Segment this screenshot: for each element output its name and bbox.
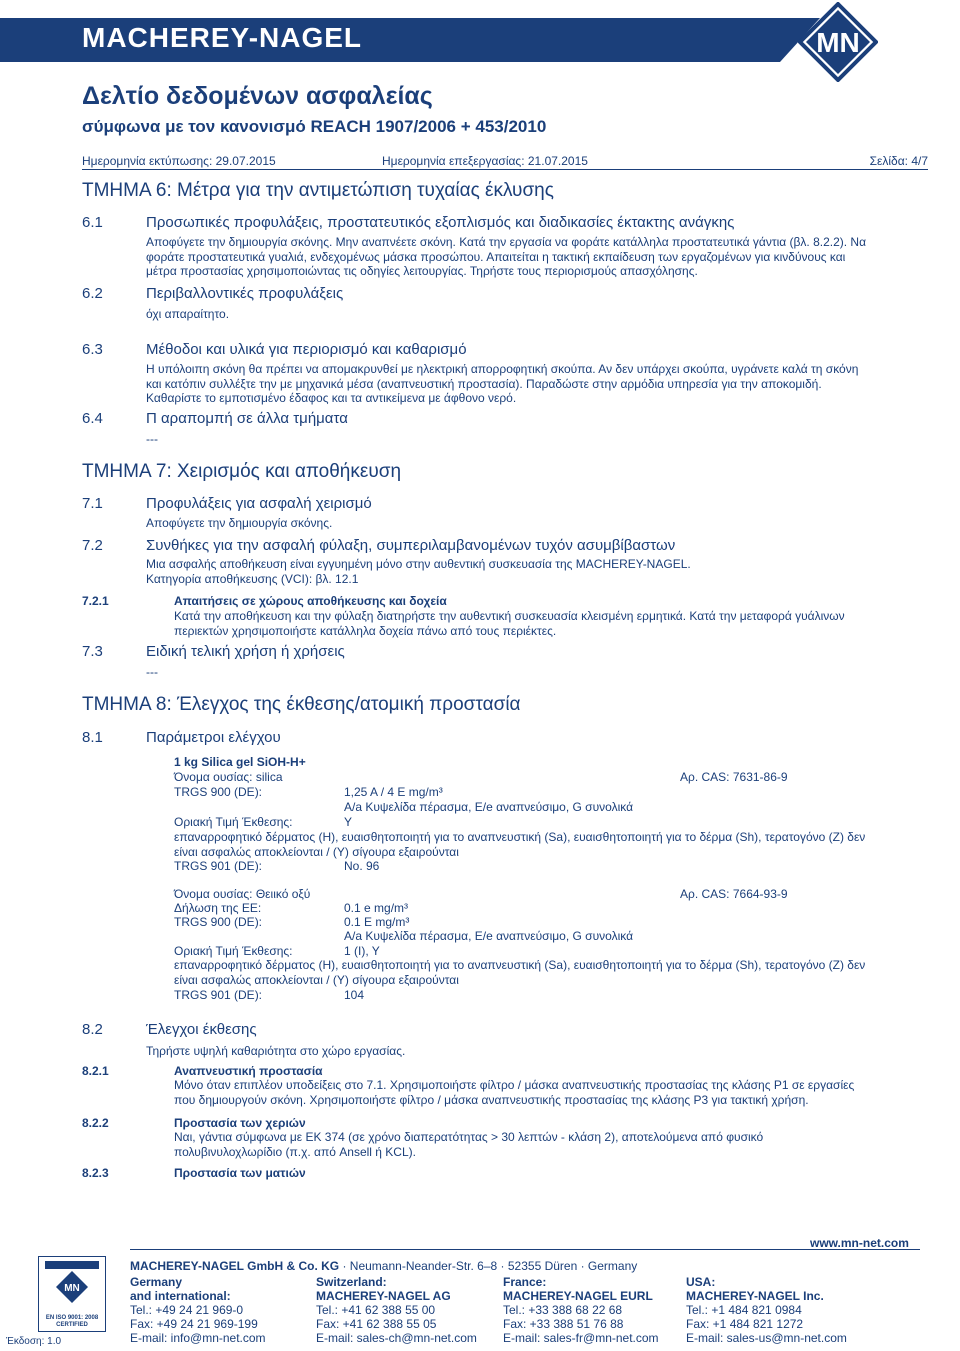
subsection-title: Προστασία των ματιών <box>174 1166 306 1180</box>
contact-line: Germany <box>130 1275 183 1289</box>
row-key: TRGS 901 (DE): <box>174 988 263 1002</box>
subsection-title: Έλεγχοι έκθεσης <box>146 1021 257 1038</box>
text-line: Καθαρίστε το εμποτισμένο έδαφος και τα αντικείμενα με άφθονο νερό. <box>146 391 517 405</box>
text-line: επαναρροφητικό δέρματος (H), ευαισθητοποιητή για το αναπνευστική (Sa), ευαισθητοποιητή για το δέρμα (Sh), τερατογόνο (Z) δεν <box>174 830 866 844</box>
contact-line: Fax: +41 62 388 55 05 <box>316 1317 437 1331</box>
subsection-number: 8.2.1 <box>82 1064 109 1078</box>
row-value: Y <box>344 815 353 829</box>
subsection-title: Π αραπομπή σε άλλα τμήματα <box>146 410 348 427</box>
subsection-number: 8.2.2 <box>82 1116 109 1130</box>
contact-line: Fax: +33 388 51 76 88 <box>503 1317 624 1331</box>
subsection-number: 7.1 <box>82 495 103 512</box>
text-line: πολυβινυλοχλωρίδιο (π.χ. από Ansell ή KCL). <box>174 1145 416 1159</box>
document-meta <box>82 154 928 170</box>
subsection-number: 6.3 <box>82 341 103 358</box>
text-line: μέτρα προστασίας χρησιμοποιώντας τις οδηγίες λειτουργίας. Τηρήστε τους περιορισμούς απασχόλησης. <box>146 264 698 278</box>
page-number: Σελίδα: 4/7 <box>869 154 928 168</box>
subsection-number: 6.1 <box>82 214 103 231</box>
subsection-number: 6.4 <box>82 410 103 427</box>
subsection-title: Προσωπικές προφυλάξεις, προστατευτικός εξοπλισμός και διαδικασίες έκτακτης ανάγκης <box>146 214 735 231</box>
row-key: Οριακή Τιμή Έκθεσης: <box>174 944 293 958</box>
section-6-4-text: --- <box>146 432 158 446</box>
subsection-title: Απαιτήσεις σε χώρους αποθήκευσης και δοχεία <box>174 594 447 608</box>
cert-line: CERTIFIED <box>56 1322 88 1328</box>
subsection-title: Ειδική τελική χρήση ή χρήσεις <box>146 643 345 660</box>
product-name: 1 kg Silica gel SiOH-H+ <box>174 755 306 769</box>
contact-line: Tel.: +49 24 21 969-0 <box>130 1303 244 1317</box>
footer-website: www.mn-net.com <box>810 1236 909 1250</box>
footer-divider <box>130 1249 920 1250</box>
text-line: είναι ασφαλώς αποκλείονται / (Y) σίγουρα εξαιρούνται <box>174 973 459 987</box>
text-line: περιεκτών χρησιμοποιήστε κατάλληλα δοχεία πάνω από τους περιέκτες. <box>174 624 557 638</box>
contact-email[interactable]: E-mail: sales-ch@mn-net.com <box>316 1331 477 1345</box>
subsection-number: 6.2 <box>82 285 103 302</box>
header-banner <box>0 0 960 80</box>
section-8-title: ΤΜΗΜΑ 8: Έλεγχος της έκθεσης/ατομική προστασία <box>82 694 521 715</box>
contact-line: Tel.: +33 388 68 22 68 <box>503 1303 623 1317</box>
text-line: Κατά την αποθήκευση και την φύλαξη διατηρήστε την αυθεντική συσκευασία κλεισμένη ερμητικά. Κατά την μεταφορά γυάλινων <box>174 609 845 623</box>
row-value: A/a Κυψελίδα πέρασμα, E/e αναπνεύσιμο, G συνολικά <box>344 800 634 814</box>
row-key: Οριακή Τιμή Έκθεσης: <box>174 815 293 829</box>
limit-note <box>174 958 926 988</box>
section-6-3-text <box>146 362 926 406</box>
iso-certificate-badge <box>38 1256 106 1332</box>
text-line: Η υπόλοιπη σκόνη θα πρέπει να απομακρυνθεί με ηλεκτρική απορροφητική σκούπα. Αν δεν υπάρχει σκούπα, υγράνετε καλά τη σκόνη <box>146 362 859 376</box>
cert-caption <box>39 1315 105 1329</box>
print-date: Ημερομηνία εκτύπωσης: 29.07.2015 <box>82 154 276 168</box>
limit-note <box>174 830 926 860</box>
subsection-title: Αναπνευστική προστασία <box>174 1064 323 1078</box>
row-value: 104 <box>344 988 365 1002</box>
footer-contact-usa <box>686 1275 847 1345</box>
subsection-title: Μέθοδοι και υλικά για περιορισμό και καθαρισμό <box>146 341 467 358</box>
subsection-number: 8.2.3 <box>82 1166 109 1180</box>
section-8-2-2-text <box>174 1130 926 1160</box>
contact-line: Switzerland: <box>316 1275 387 1289</box>
mn-logo-icon <box>798 2 878 82</box>
section-8-2-1-text <box>174 1078 926 1108</box>
contact-line: and international: <box>130 1289 231 1303</box>
subsection-title: Συνθήκες για την ασφαλή φύλαξη, συμπεριλαμβανομένων τυχόν ασυμβίβαστων <box>146 537 676 554</box>
company-address: · Neumann-Neander-Str. 6–8 · 52355 Düren · Germany <box>339 1259 638 1273</box>
row-key: Δήλωση της ΕΕ: <box>174 901 262 915</box>
text-line: Μόνο όταν επιπλέον υποδείξεις στο 7.1. Χρησιμοποιήστε φίλτρο / μάσκα αναπνευστικής προστασίας της κλάσης P1 σε εργασίες <box>174 1078 855 1092</box>
contact-line: USA: <box>686 1275 716 1289</box>
subsection-title: Προστασία των χεριών <box>174 1116 306 1130</box>
section-6-2-text: όχι απαραίτητο. <box>146 307 230 321</box>
edition-label: Έκδοση: 1.0 <box>6 1336 62 1347</box>
subsection-number: 7.3 <box>82 643 103 660</box>
subsection-title: Περιβαλλοντικές προφυλάξεις <box>146 285 344 302</box>
section-7-title: ΤΜΗΜΑ 7: Χειρισμός και αποθήκευση <box>82 461 402 482</box>
contact-line: France: <box>503 1275 547 1289</box>
cert-logo-text: MN <box>64 1283 80 1294</box>
section-8-2-text: Τηρήστε υψηλή καθαριότητα στο χώρο εργασίας. <box>146 1044 406 1058</box>
substance-name: Όνομα ουσίας: silica <box>174 770 283 784</box>
section-7-3-text: --- <box>146 665 158 679</box>
contact-line: MACHEREY-NAGEL Inc. <box>686 1289 824 1303</box>
row-value: A/a Κυψελίδα πέρασμα, E/e αναπνεύσιμο, G συνολικά <box>344 929 634 943</box>
section-6-title: ΤΜΗΜΑ 6: Μέτρα για την αντιμετώπιση τυχαίας έκλυσης <box>82 180 554 201</box>
document-title: Δελτίο δεδομένων ασφαλείας <box>82 82 433 110</box>
row-value: 0.1 e mg/m³ <box>344 901 409 915</box>
text-line: επαναρροφητικό δέρματος (H), ευαισθητοποιητή για το αναπνευστική (Sa), ευαισθητοποιητή για το δέρμα (Sh), τερατογόνο (Z) δεν <box>174 958 866 972</box>
row-value: 0.1 E mg/m³ <box>344 915 410 929</box>
footer-contact-germany <box>130 1275 266 1345</box>
contact-line: Tel.: +41 62 388 55 00 <box>316 1303 436 1317</box>
section-7-1-text: Αποφύγετε την δημιουργία σκόνης. <box>146 516 333 530</box>
footer-contact-switzerland <box>316 1275 477 1345</box>
subsection-title: Προφυλάξεις για ασφαλή χειρισμό <box>146 495 372 512</box>
section-6-1-text <box>146 235 926 279</box>
row-key: TRGS 900 (DE): <box>174 915 263 929</box>
row-value: No. 96 <box>344 859 380 873</box>
text-line: και κατόπιν συλλέξτε την με μηχανικά μέσα (αναπνευστική προστασία). Παραδώστε στην αρμόδια υπηρεσία για την αποκομιδή. <box>146 376 822 391</box>
contact-email[interactable]: E-mail: sales-fr@mn-net.com <box>503 1331 659 1345</box>
text-line: είναι ασφαλώς αποκλείονται / (Y) σίγουρα εξαιρούνται <box>174 845 459 859</box>
revision-date: Ημερομηνία επεξεργασίας: 21.07.2015 <box>382 154 588 168</box>
document-subtitle: σύμφωνα με τον κανονισμό REACH 1907/2006 + 453/2010 <box>82 117 547 136</box>
text-line: Κατηγορία αποθήκευσης (VCI): βλ. 12.1 <box>146 571 359 586</box>
contact-line: Fax: +1 484 821 1272 <box>686 1317 804 1331</box>
cas-number: Αρ. CAS: 7631-86-9 <box>680 770 788 784</box>
row-key: TRGS 901 (DE): <box>174 859 263 873</box>
footer-contact-france <box>503 1275 659 1345</box>
contact-line: Tel.: +1 484 821 0984 <box>686 1303 802 1317</box>
subsection-number: 8.2 <box>82 1021 103 1038</box>
subsection-number: 7.2 <box>82 537 103 554</box>
subsection-number: 7.2.1 <box>82 594 109 608</box>
section-7-2-1-text <box>174 609 926 639</box>
row-key: TRGS 900 (DE): <box>174 785 263 799</box>
text-line: Αποφύγετε την δημιουργία σκόνης. Μην αναπνέετε σκόνη. Κατά την εργασία να φοράτε κατάλληλα προστατευτικά γάντια (βλ. 8.2.2). Να <box>146 235 867 249</box>
text-line: Ναι, γάντια σύμφωνα με ΕΚ 374 (σε χρόνο διαπερατότητας > 30 λεπτών - κλάση 2), αποτελούμενα από φυσικό <box>174 1130 764 1144</box>
contact-line: Fax: +49 24 21 969-199 <box>130 1317 258 1331</box>
substance-name: Όνομα ουσίας: Θειικό οξύ <box>174 887 311 901</box>
cert-line: EN ISO 9001: 2008 <box>45 1315 99 1321</box>
subsection-number: 8.1 <box>82 729 103 746</box>
cas-number: Αρ. CAS: 7664-93-9 <box>680 887 788 901</box>
brand-name: MACHEREY-NAGEL <box>82 22 363 53</box>
text-line: Μια ασφαλής αποθήκευση είναι εγγυημένη μόνο στην αυθεντική συσκευασία της MACHEREY-NAGEL. <box>146 557 691 571</box>
subsection-title: Παράμετροι ελέγχου <box>146 729 281 746</box>
contact-line: MACHEREY-NAGEL AG <box>316 1289 451 1303</box>
footer-company <box>130 1259 637 1273</box>
row-value: 1 (I), Y <box>344 944 380 958</box>
text-line: που δημιουργούν σκόνη. Χρησιμοποιήστε φίλτρο / μάσκα αναπνευστικής προστασίας της κλάσης P3 για τακτική χρήση. <box>174 1093 809 1107</box>
contact-email[interactable]: E-mail: sales-us@mn-net.com <box>686 1331 847 1345</box>
company-name: MACHEREY-NAGEL GmbH & Co. KG <box>130 1259 340 1273</box>
contact-email[interactable]: E-mail: info@mn-net.com <box>130 1331 266 1345</box>
cert-logo-icon <box>39 1257 105 1309</box>
logo-text: MN <box>816 27 860 58</box>
section-7-2-text <box>146 557 926 586</box>
text-line: φοράτε προστατευτικά γυαλιά, ενδεχομένως μάσκα προσώπου. Απαιτείται η τακτική εκπαίδευση των εργαζομένων για κινδύνους και <box>146 249 846 264</box>
row-value: 1,25 A / 4 E mg/m³ <box>344 785 443 799</box>
contact-line: MACHEREY-NAGEL EURL <box>503 1289 653 1303</box>
